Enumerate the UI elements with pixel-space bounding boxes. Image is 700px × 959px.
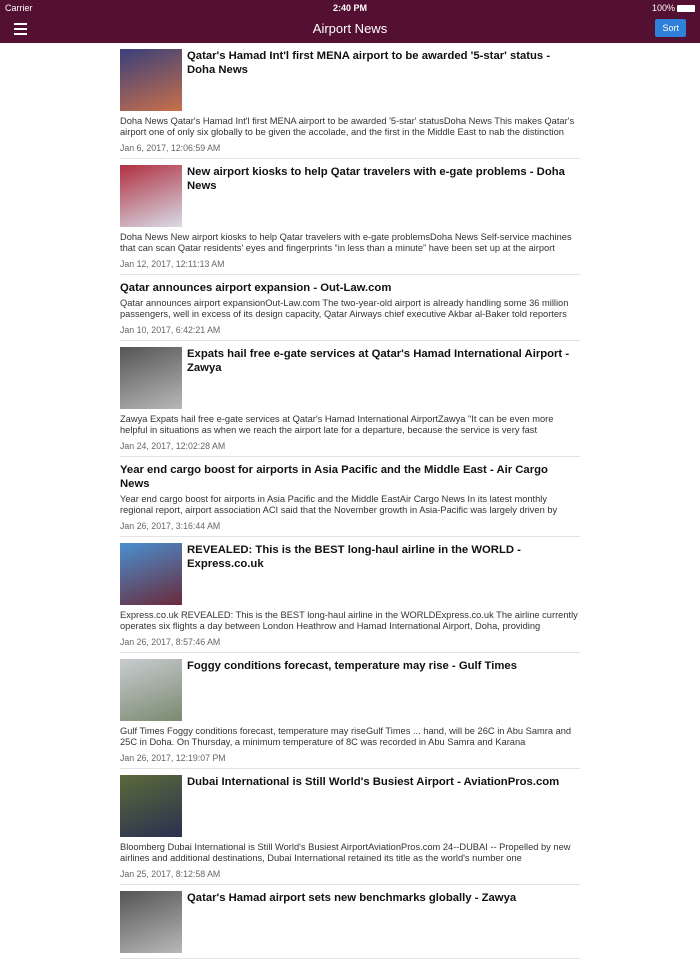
article-description: Zawya Expats hail free e-gate services at Qatar's Hamad International AirportZawya "It can be even more helpful in situations as when we reach the airport late for a departure, because the service is very fast <box>120 414 554 435</box>
article-date: Jan 25, 2017, 8:12:58 AM <box>120 869 221 879</box>
article-thumbnail[interactable] <box>120 891 182 953</box>
sort-button[interactable]: Sort <box>655 19 686 37</box>
article-title[interactable]: Qatar announces airport expansion - Out-Law.com <box>120 282 392 294</box>
navigation-bar <box>0 16 700 43</box>
battery-percent: 100% <box>651 3 675 13</box>
article-title[interactable]: Year end cargo boost for airports in Asia Pacific and the Middle East - Air Cargo News <box>120 464 548 490</box>
article-item[interactable] <box>120 885 580 959</box>
page-title: Airport News <box>312 21 388 36</box>
article-date: Jan 10, 2017, 6:42:21 AM <box>120 325 221 335</box>
top-bar <box>0 0 700 43</box>
clock: 2:40 PM <box>332 3 367 13</box>
article-description: Doha News New airport kiosks to help Qatar travelers with e-gate problemsDoha News Self-service machines that can scan Qatar residents' eyes and fingerprints “in less than a minute” have been set up at the airport <box>120 232 572 253</box>
article-description: Year end cargo boost for airports in Asia Pacific and the Middle EastAir Cargo News In its latest monthly regional report, airport association ACI said that the November growth in Asia-Pacific was largely driven by <box>120 494 558 515</box>
battery-indicator <box>652 3 695 13</box>
article-date: Jan 12, 2017, 12:11:13 AM <box>120 259 225 269</box>
article-date: Jan 24, 2017, 12:02:28 AM <box>120 441 226 451</box>
status-bar <box>0 0 700 16</box>
article-thumbnail[interactable] <box>120 659 182 721</box>
article-description: Gulf Times Foggy conditions forecast, temperature may riseGulf Times ... hand, will be 26C in Abu Samra and 25C in Doha. On Thursday, a minimum temperature of 8C was recorded in Abu Samra and Karana <box>120 726 572 747</box>
article-date: Jan 26, 2017, 3:16:44 AM <box>120 521 221 531</box>
article-date: Jan 26, 2017, 8:57:46 AM <box>120 637 221 647</box>
article-header <box>120 463 580 491</box>
article-header <box>120 49 580 111</box>
article-header <box>120 347 580 409</box>
article-thumbnail[interactable] <box>120 543 182 605</box>
article-header <box>120 281 580 295</box>
article-description: Qatar announces airport expansionOut-Law.com The two-year-old airport is already handling some 36 million passengers, well in excess of its design capacity, Qatar Airways chief executive Akbar al-Baker told reporters <box>120 298 569 319</box>
article-header <box>120 543 580 605</box>
article-thumbnail[interactable] <box>120 347 182 409</box>
article-title[interactable]: Expats hail free e-gate services at Qatar's Hamad International Airport - Zawya <box>187 348 570 374</box>
article-item[interactable] <box>120 537 580 653</box>
article-header <box>120 891 580 953</box>
article-thumbnail[interactable] <box>120 49 182 111</box>
article-header <box>120 165 580 227</box>
article-item[interactable] <box>120 341 580 457</box>
article-description: Bloomberg Dubai International is Still World's Busiest AirportAviationPros.com 24--DUBAI -- Propelled by new airlines and additional destinations, Dubai International retained its title as the world's number one <box>120 842 571 863</box>
article-title[interactable]: Foggy conditions forecast, temperature may rise - Gulf Times <box>187 660 517 672</box>
article-title[interactable]: New airport kiosks to help Qatar travelers with e-gate problems - Doha News <box>187 166 565 192</box>
article-header <box>120 659 580 721</box>
article-item[interactable] <box>120 457 580 537</box>
article-item[interactable] <box>120 769 580 885</box>
article-title[interactable]: Qatar's Hamad Int'l first MENA airport to be awarded '5-star' status - Doha News <box>187 50 551 76</box>
article-title[interactable]: Qatar's Hamad airport sets new benchmarks globally - Zawya <box>187 892 517 904</box>
article-item[interactable] <box>120 275 580 341</box>
article-list[interactable] <box>120 43 580 959</box>
article-item[interactable] <box>120 159 580 275</box>
article-thumbnail[interactable] <box>120 165 182 227</box>
article-description: Doha News Qatar's Hamad Int'l first MENA airport to be awarded '5-star' statusDoha News This makes Qatar's airport one of only six globally to be given the accolade, and the first in the Middle East to nab the distinction <box>120 116 575 137</box>
carrier-label: Carrier <box>5 3 33 13</box>
article-item[interactable] <box>120 653 580 769</box>
article-item[interactable] <box>120 43 580 159</box>
article-header <box>120 775 580 837</box>
article-description: Express.co.uk REVEALED: This is the BEST long-haul airline in the WORLDExpress.co.uk The airline currently operates six flights a day between London Heathrow and Hamad International Airport, Doha, providing <box>120 610 578 631</box>
article-title[interactable]: Dubai International is Still World's Busiest Airport - AviationPros.com <box>187 776 560 788</box>
battery-icon <box>677 5 695 12</box>
article-date: Jan 6, 2017, 12:06:59 AM <box>120 143 221 153</box>
article-thumbnail[interactable] <box>120 775 182 837</box>
article-title[interactable]: REVEALED: This is the BEST long-haul airline in the WORLD - Express.co.uk <box>187 544 521 570</box>
article-date: Jan 26, 2017, 12:19:07 PM <box>120 753 226 763</box>
